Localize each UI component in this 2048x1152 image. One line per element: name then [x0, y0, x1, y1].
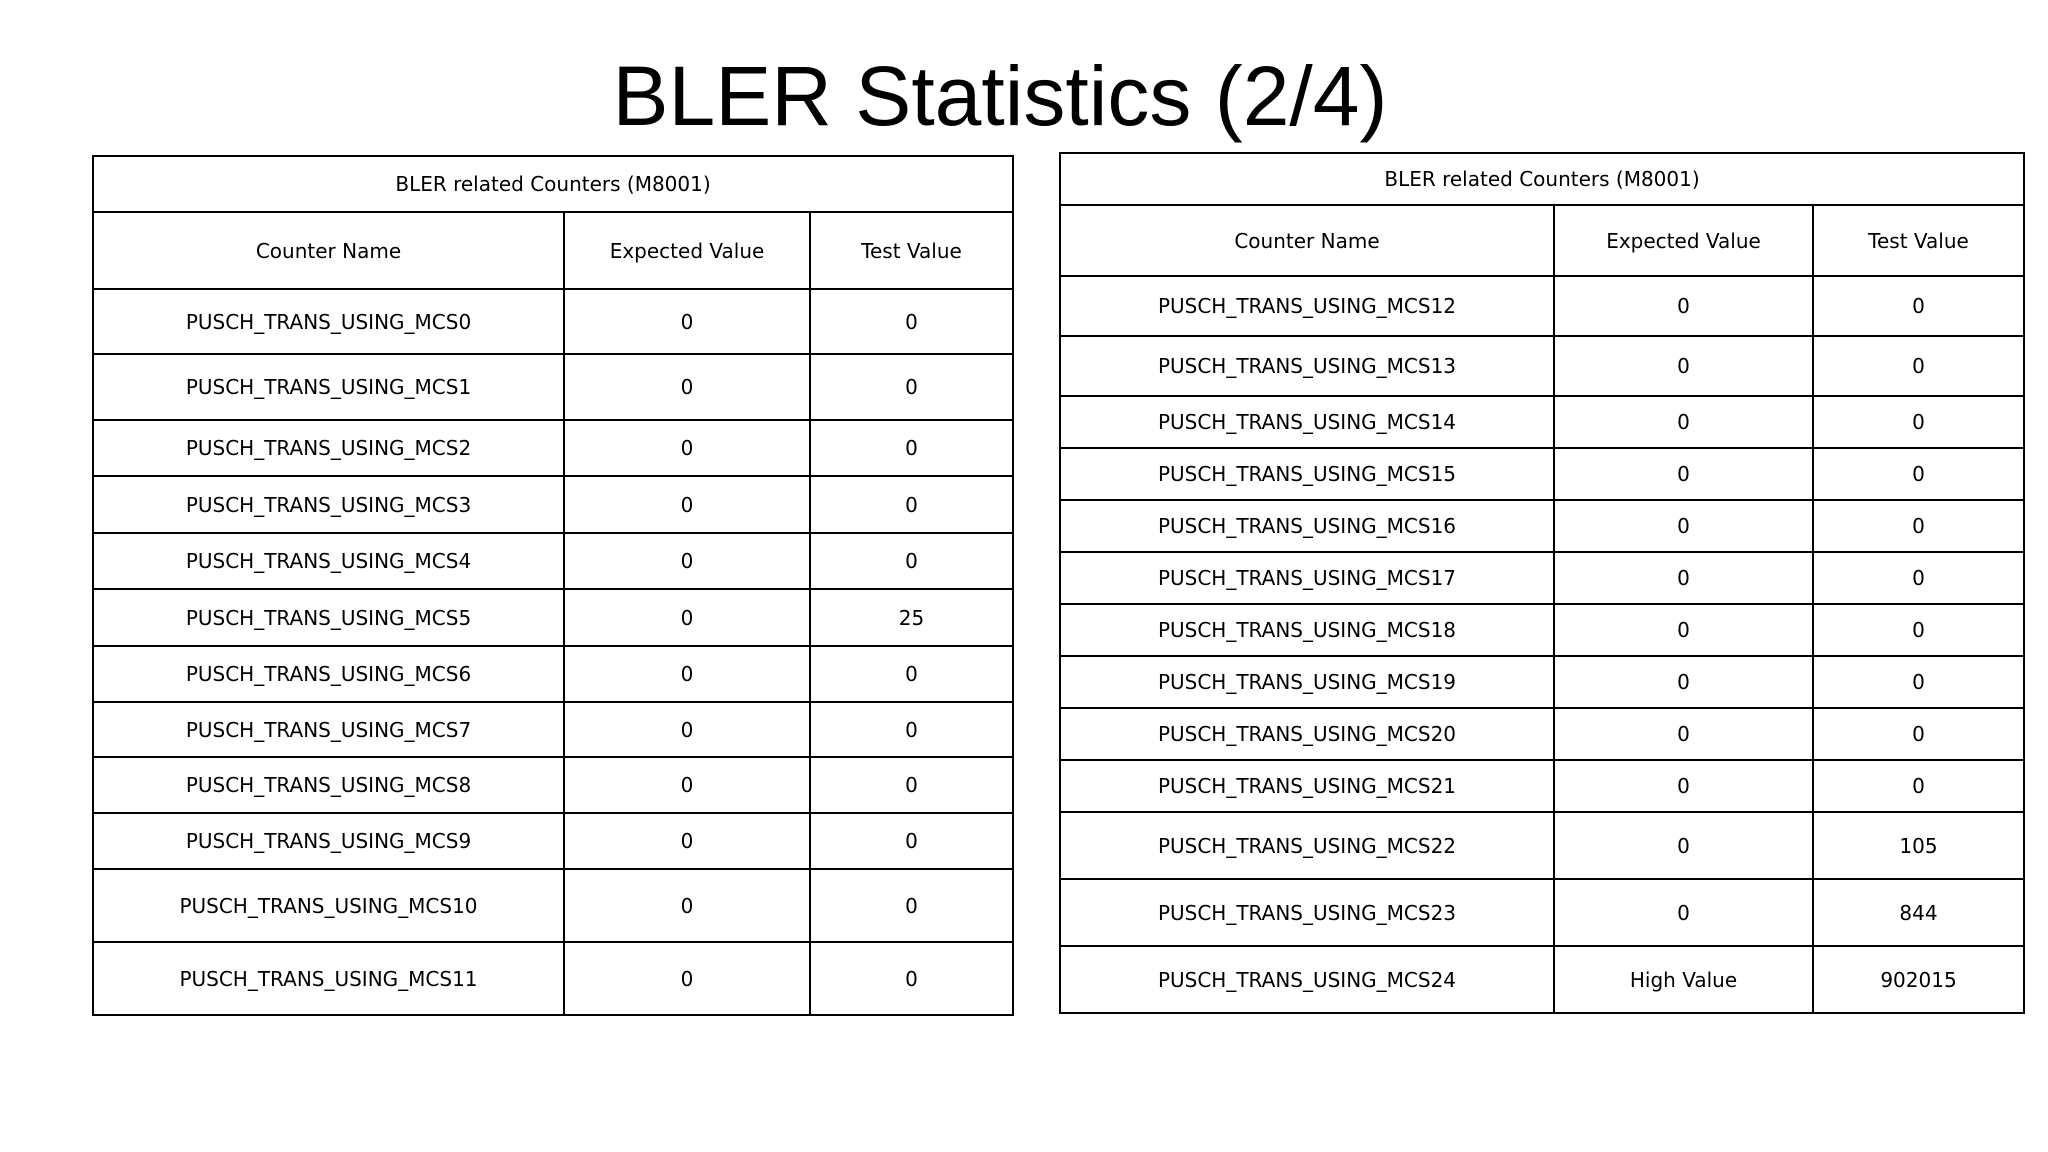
test-value-cell: 0 [810, 942, 1013, 1015]
test-value-cell: 25 [810, 589, 1013, 646]
counter-name-cell: PUSCH_TRANS_USING_MCS5 [93, 589, 564, 646]
counter-name-cell: PUSCH_TRANS_USING_MCS18 [1060, 604, 1554, 656]
table-header-row [1060, 205, 2024, 276]
counter-name-cell: PUSCH_TRANS_USING_MCS12 [1060, 276, 1554, 336]
test-value-cell: 0 [810, 354, 1013, 420]
table-row [1060, 396, 2024, 448]
counter-name-cell: PUSCH_TRANS_USING_MCS2 [93, 420, 564, 476]
table-row [93, 813, 1013, 869]
test-value-cell: 0 [810, 646, 1013, 702]
table-row [1060, 708, 2024, 760]
counter-name-cell: PUSCH_TRANS_USING_MCS7 [93, 702, 564, 757]
expected-value-cell: 0 [1554, 448, 1813, 500]
table-row [93, 289, 1013, 354]
test-value-cell: 0 [1813, 708, 2024, 760]
counter-name-cell: PUSCH_TRANS_USING_MCS13 [1060, 336, 1554, 396]
header-expected-value: Expected Value [1554, 205, 1813, 276]
counter-name-cell: PUSCH_TRANS_USING_MCS14 [1060, 396, 1554, 448]
counter-name-cell: PUSCH_TRANS_USING_MCS23 [1060, 879, 1554, 946]
test-value-cell: 844 [1813, 879, 2024, 946]
test-value-cell: 0 [1813, 276, 2024, 336]
table-row [93, 869, 1013, 942]
counter-name-cell: PUSCH_TRANS_USING_MCS9 [93, 813, 564, 869]
test-value-cell: 105 [1813, 812, 2024, 879]
expected-value-cell: 0 [564, 533, 810, 589]
expected-value-cell: High Value [1554, 946, 1813, 1013]
test-value-cell: 0 [810, 420, 1013, 476]
expected-value-cell: 0 [1554, 879, 1813, 946]
expected-value-cell: 0 [1554, 500, 1813, 552]
counter-name-cell: PUSCH_TRANS_USING_MCS6 [93, 646, 564, 702]
counter-name-cell: PUSCH_TRANS_USING_MCS21 [1060, 760, 1554, 812]
table-header-row [93, 212, 1013, 289]
expected-value-cell: 0 [1554, 760, 1813, 812]
table-row [1060, 276, 2024, 336]
counter-name-cell: PUSCH_TRANS_USING_MCS10 [93, 869, 564, 942]
table-row [93, 702, 1013, 757]
counter-name-cell: PUSCH_TRANS_USING_MCS8 [93, 757, 564, 813]
slide-title: BLER Statistics (2/4) [612, 49, 1388, 143]
expected-value-cell: 0 [564, 702, 810, 757]
header-test-value: Test Value [1813, 205, 2024, 276]
expected-value-cell: 0 [1554, 812, 1813, 879]
test-value-cell: 0 [1813, 336, 2024, 396]
table-row [1060, 604, 2024, 656]
expected-value-cell: 0 [564, 589, 810, 646]
counter-name-cell: PUSCH_TRANS_USING_MCS4 [93, 533, 564, 589]
test-value-cell: 0 [810, 813, 1013, 869]
test-value-cell: 0 [810, 533, 1013, 589]
table-caption: BLER related Counters (M8001) [1060, 153, 2024, 205]
table-row [1060, 760, 2024, 812]
counters-table-left [92, 155, 1014, 1016]
table-row [1060, 500, 2024, 552]
expected-value-cell: 0 [564, 646, 810, 702]
table-row [1060, 552, 2024, 604]
table-row [1060, 448, 2024, 500]
test-value-cell: 0 [1813, 396, 2024, 448]
table-row [1060, 812, 2024, 879]
header-counter-name: Counter Name [93, 212, 564, 289]
table-caption-row [93, 156, 1013, 212]
counter-name-cell: PUSCH_TRANS_USING_MCS15 [1060, 448, 1554, 500]
expected-value-cell: 0 [564, 757, 810, 813]
expected-value-cell: 0 [1554, 708, 1813, 760]
test-value-cell: 0 [810, 757, 1013, 813]
table-row [93, 589, 1013, 646]
expected-value-cell: 0 [564, 869, 810, 942]
test-value-cell: 0 [810, 702, 1013, 757]
test-value-cell: 0 [1813, 604, 2024, 656]
expected-value-cell: 0 [1554, 604, 1813, 656]
expected-value-cell: 0 [1554, 396, 1813, 448]
test-value-cell: 902015 [1813, 946, 2024, 1013]
table-row [1060, 656, 2024, 708]
header-test-value: Test Value [810, 212, 1013, 289]
counter-name-cell: PUSCH_TRANS_USING_MCS16 [1060, 500, 1554, 552]
expected-value-cell: 0 [564, 476, 810, 533]
counter-name-cell: PUSCH_TRANS_USING_MCS11 [93, 942, 564, 1015]
table-row [93, 533, 1013, 589]
table-row [93, 942, 1013, 1015]
expected-value-cell: 0 [1554, 276, 1813, 336]
test-value-cell: 0 [810, 289, 1013, 354]
counter-name-cell: PUSCH_TRANS_USING_MCS24 [1060, 946, 1554, 1013]
counter-name-cell: PUSCH_TRANS_USING_MCS3 [93, 476, 564, 533]
table-row [93, 476, 1013, 533]
table-row [93, 757, 1013, 813]
table-row [1060, 336, 2024, 396]
table-row [93, 354, 1013, 420]
table-caption-row [1060, 153, 2024, 205]
expected-value-cell: 0 [1554, 656, 1813, 708]
counter-name-cell: PUSCH_TRANS_USING_MCS22 [1060, 812, 1554, 879]
test-value-cell: 0 [1813, 760, 2024, 812]
expected-value-cell: 0 [1554, 552, 1813, 604]
counters-table-right [1059, 152, 2025, 1014]
expected-value-cell: 0 [564, 942, 810, 1015]
counter-name-cell: PUSCH_TRANS_USING_MCS17 [1060, 552, 1554, 604]
header-expected-value: Expected Value [564, 212, 810, 289]
expected-value-cell: 0 [564, 813, 810, 869]
table-row [1060, 946, 2024, 1013]
test-value-cell: 0 [1813, 448, 2024, 500]
counter-name-cell: PUSCH_TRANS_USING_MCS19 [1060, 656, 1554, 708]
test-value-cell: 0 [810, 476, 1013, 533]
test-value-cell: 0 [1813, 552, 2024, 604]
expected-value-cell: 0 [564, 354, 810, 420]
table-row [1060, 879, 2024, 946]
table-caption: BLER related Counters (M8001) [93, 156, 1013, 212]
expected-value-cell: 0 [564, 420, 810, 476]
test-value-cell: 0 [1813, 656, 2024, 708]
table-row [93, 646, 1013, 702]
counter-name-cell: PUSCH_TRANS_USING_MCS0 [93, 289, 564, 354]
header-counter-name: Counter Name [1060, 205, 1554, 276]
counter-name-cell: PUSCH_TRANS_USING_MCS1 [93, 354, 564, 420]
expected-value-cell: 0 [564, 289, 810, 354]
table-row [93, 420, 1013, 476]
expected-value-cell: 0 [1554, 336, 1813, 396]
counter-name-cell: PUSCH_TRANS_USING_MCS20 [1060, 708, 1554, 760]
test-value-cell: 0 [1813, 500, 2024, 552]
test-value-cell: 0 [810, 869, 1013, 942]
